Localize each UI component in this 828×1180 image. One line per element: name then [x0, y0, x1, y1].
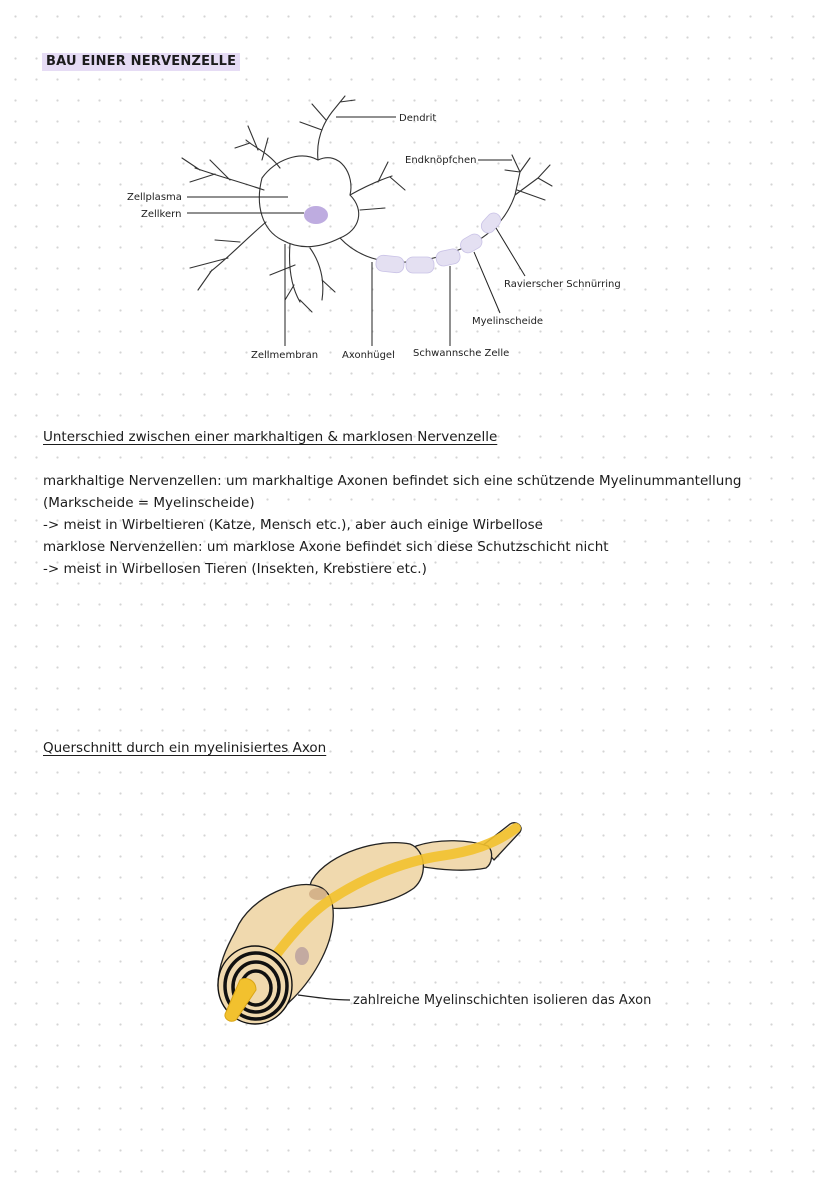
text-line: -> meist in Wirbellosen Tieren (Insekten, Krebstiere etc.)	[43, 561, 427, 577]
section-heading-crosssection: Querschnitt durch ein myelinisiertes Axon	[43, 740, 327, 756]
dendrite-right	[350, 162, 405, 210]
nucleus	[304, 206, 328, 224]
page-title: BAU EINER NERVENZELLE	[42, 53, 240, 71]
ranvier-node	[309, 888, 327, 900]
dendrite-left	[182, 158, 264, 190]
label-zellplasma: Zellplasma	[127, 192, 182, 203]
label-axonhuegel: Axonhügel	[342, 350, 395, 361]
label-dendrit: Dendrit	[399, 113, 437, 124]
text-line: -> meist in Wirbeltieren (Katze, Mensch etc.), aber auch einige Wirbellose	[43, 517, 543, 533]
myelin-segment	[458, 231, 485, 255]
text-line: markhaltige Nervenzellen: um markhaltige Axonen befindet sich eine schützende Myelinummantellung	[43, 473, 742, 489]
text-line: marklose Nervenzellen: um marklose Axone befindet sich diese Schutzschicht nicht	[43, 539, 609, 555]
difference-text	[43, 470, 803, 580]
ranvier-node	[295, 947, 309, 965]
section-heading-difference: Unterschied zwischen einer markhaltigen & marklosen Nervenzelle	[43, 429, 498, 445]
soma-outline	[259, 156, 358, 247]
myelin-segment	[406, 257, 434, 273]
dendrite-upper-left	[235, 126, 280, 168]
label-zellmembran: Zellmembran	[251, 350, 319, 361]
text-line: (Markscheide = Myelinscheide)	[43, 495, 255, 511]
label-myelin-layers: zahlreiche Myelinschichten isolieren das Axon	[353, 993, 652, 1008]
label-endknoepfchen: Endknöpfchen	[405, 155, 477, 166]
leader-myelinscheide	[474, 252, 500, 313]
label-myelinscheide: Myelinscheide	[472, 316, 544, 327]
dendrite-bottom	[270, 244, 312, 312]
dendrite-top	[300, 96, 355, 160]
axon-crosssection-illustration	[0, 780, 828, 1180]
label-ranvier: Ravierscher Schnürring	[504, 279, 621, 290]
label-schwann: Schwannsche Zelle	[413, 348, 510, 359]
myelin-segment	[435, 248, 462, 268]
myelin-segment	[478, 210, 503, 236]
dendrite-lower-left	[190, 222, 266, 290]
dendrite-lower-mid	[310, 248, 335, 300]
label-zellkern: Zellkern	[141, 209, 182, 220]
leader-ranvier	[496, 228, 525, 276]
neuron-diagram	[0, 0, 828, 400]
leader-myelin-label	[298, 995, 350, 1000]
myelin-segment	[375, 255, 405, 274]
axon-terminals	[505, 155, 552, 200]
